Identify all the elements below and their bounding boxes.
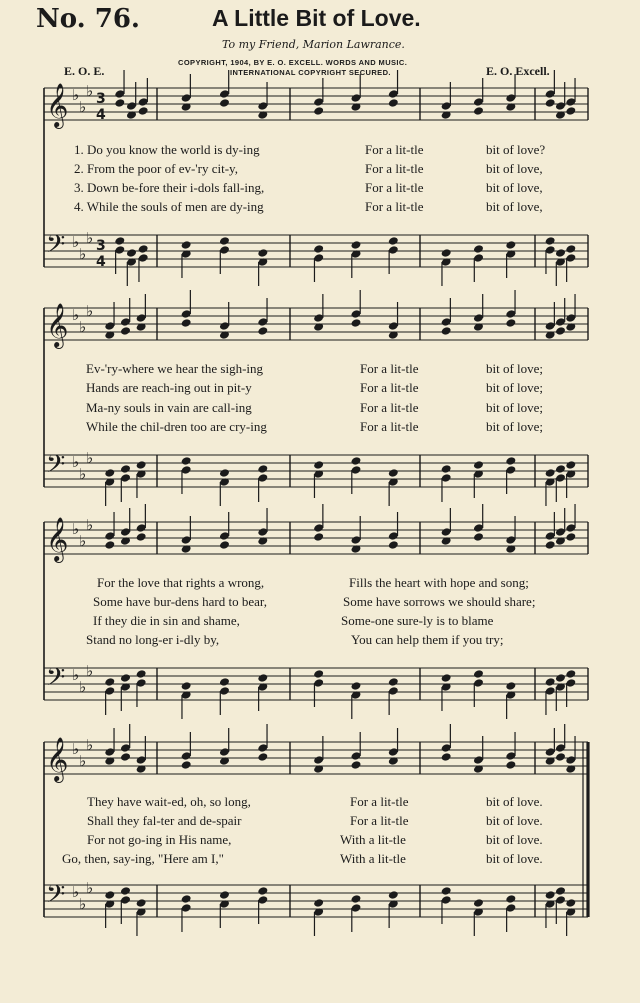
note-head [505, 681, 516, 691]
note-head [505, 318, 516, 328]
treble-clef-icon: 𝄞 [46, 303, 69, 347]
note-head [388, 468, 399, 478]
hymn-number: No. 76. [36, 4, 140, 34]
flat-sign-icon: ♭ [86, 879, 94, 897]
note-head [505, 456, 516, 466]
note-head [313, 669, 324, 679]
flat-sign-icon: ♭ [79, 895, 87, 913]
note-head [388, 236, 399, 246]
note-head [257, 248, 268, 258]
note-head [565, 244, 576, 254]
flat-sign-icon: ♭ [72, 883, 80, 901]
note-head [505, 240, 516, 250]
note-head [120, 464, 131, 474]
note-head [388, 540, 399, 550]
note-head [138, 106, 149, 116]
note-head [104, 468, 115, 478]
note-head [120, 673, 131, 683]
flat-sign-icon: ♭ [79, 465, 87, 483]
time-signature-top: 3 [96, 91, 106, 107]
flat-sign-icon: ♭ [72, 520, 80, 538]
note-head [181, 681, 192, 691]
flat-sign-icon: ♭ [72, 740, 80, 758]
note-head [136, 460, 147, 470]
flat-sign-icon: ♭ [79, 245, 87, 263]
note-head [545, 236, 556, 246]
note-head [219, 540, 230, 550]
note-head [126, 248, 137, 258]
note-head [441, 886, 452, 896]
note-head [104, 677, 115, 687]
note-head [219, 890, 230, 900]
lyricist: E. O. E. [64, 64, 105, 78]
flat-sign-icon: ♭ [79, 678, 87, 696]
time-signature-bottom: 4 [96, 254, 106, 270]
note-head [505, 894, 516, 904]
note-head [114, 236, 125, 246]
note-head [181, 456, 192, 466]
flat-sign-icon: ♭ [86, 662, 94, 680]
note-head [565, 106, 576, 116]
note-head [219, 98, 230, 108]
note-head [441, 464, 452, 474]
note-head [351, 240, 362, 250]
note-head [351, 456, 362, 466]
note-head [120, 752, 131, 762]
flat-sign-icon: ♭ [72, 86, 80, 104]
flat-sign-icon: ♭ [86, 449, 94, 467]
note-head [219, 236, 230, 246]
hymn-title: A Little Bit of Love. [212, 5, 421, 31]
note-head [555, 886, 566, 896]
flat-sign-icon: ♭ [72, 453, 80, 471]
note-head [505, 760, 516, 770]
note-head [473, 669, 484, 679]
flat-sign-icon: ♭ [79, 318, 87, 336]
note-head [313, 460, 324, 470]
note-head [120, 326, 131, 336]
flat-sign-icon: ♭ [79, 98, 87, 116]
note-head [181, 240, 192, 250]
bass-clef-icon: 𝄢 [46, 663, 66, 698]
note-head [473, 898, 484, 908]
bass-clef-icon: 𝄢 [46, 230, 66, 265]
note-head [313, 532, 324, 542]
note-head [313, 898, 324, 908]
time-signature-top: 3 [96, 238, 106, 254]
note-head [181, 760, 192, 770]
note-head [138, 244, 149, 254]
note-head [351, 318, 362, 328]
note-head [136, 532, 147, 542]
note-head [555, 673, 566, 683]
note-head [555, 326, 566, 336]
note-head [181, 894, 192, 904]
note-head [441, 326, 452, 336]
flat-sign-icon: ♭ [86, 516, 94, 534]
flat-sign-icon: ♭ [72, 306, 80, 324]
treble-clef-icon: 𝄞 [46, 83, 69, 127]
composer: E. O. Excell. [486, 64, 550, 78]
flat-sign-icon: ♭ [86, 736, 94, 754]
note-head [351, 681, 362, 691]
note-head [473, 460, 484, 470]
note-head [473, 244, 484, 254]
note-head [565, 532, 576, 542]
note-head [388, 677, 399, 687]
note-head [313, 106, 324, 116]
dedication: To my Friend, Marion Lawrance. [222, 38, 405, 51]
note-head [181, 318, 192, 328]
note-head [257, 752, 268, 762]
flat-sign-icon: ♭ [72, 233, 80, 251]
note-head [313, 244, 324, 254]
bass-clef-icon: 𝄢 [46, 880, 66, 915]
note-head [473, 106, 484, 116]
note-head [545, 98, 556, 108]
flat-sign-icon: ♭ [72, 666, 80, 684]
note-head [257, 464, 268, 474]
note-head [219, 677, 230, 687]
note-head [545, 890, 556, 900]
note-head [545, 468, 556, 478]
note-head [104, 890, 115, 900]
bass-clef-icon: 𝄢 [46, 450, 66, 485]
note-head [257, 326, 268, 336]
note-head [114, 98, 125, 108]
note-head [104, 540, 115, 550]
note-head [545, 677, 556, 687]
note-head [441, 752, 452, 762]
note-head [565, 460, 576, 470]
note-head [257, 886, 268, 896]
note-head [545, 540, 556, 550]
flat-sign-icon: ♭ [86, 302, 94, 320]
note-head [351, 760, 362, 770]
note-head [388, 890, 399, 900]
treble-clef-icon: 𝄞 [46, 737, 69, 781]
note-head [120, 886, 131, 896]
copyright-line-2: INTERNATIONAL COPYRIGHT SECURED. [230, 68, 391, 77]
note-head [555, 248, 566, 258]
flat-sign-icon: ♭ [79, 532, 87, 550]
copyright-line-1: COPYRIGHT, 1904, BY E. O. EXCELL. WORDS AND MUSIC. [178, 58, 408, 67]
note-head [441, 248, 452, 258]
note-head [565, 898, 576, 908]
note-head [555, 464, 566, 474]
note-head [388, 98, 399, 108]
note-head [473, 532, 484, 542]
treble-clef-icon: 𝄞 [46, 517, 69, 561]
note-head [257, 673, 268, 683]
flat-sign-icon: ♭ [86, 82, 94, 100]
note-head [136, 898, 147, 908]
note-head [441, 673, 452, 683]
note-head [351, 894, 362, 904]
flat-sign-icon: ♭ [86, 229, 94, 247]
time-signature-bottom: 4 [96, 107, 106, 123]
note-head [555, 752, 566, 762]
note-head [219, 468, 230, 478]
note-head [136, 669, 147, 679]
flat-sign-icon: ♭ [79, 752, 87, 770]
note-head [565, 669, 576, 679]
